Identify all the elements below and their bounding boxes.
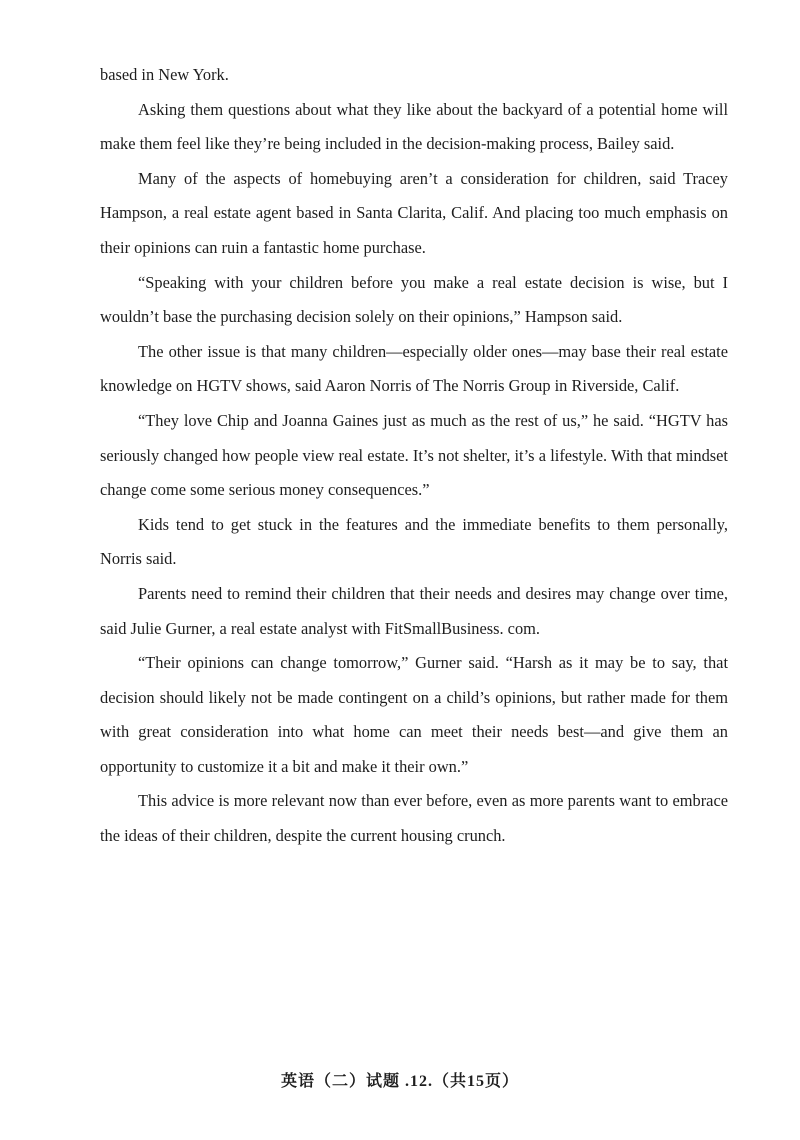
paragraph-continuation: based in New York.: [100, 65, 229, 84]
paragraph: Many of the aspects of homebuying aren’t a consideration for children, said Tracey Hampson, a real estate agent based in Santa Clarita, Calif. And placing too much emphasis on their opinions can ruin a fantastic home purchase.: [100, 168, 728, 257]
paragraph: “Their opinions can change tomorrow,” Gurner said. “Harsh as it may be to say, that decision should likely not be made contingent on a child’s opinions, but rather made for them with great consideration into what home can meet their needs best—and give them an opportunity to customize it a bit and make it their own.”: [100, 653, 728, 776]
paragraph: Kids tend to get stuck in the features and the immediate benefits to them personally, Norris said.: [100, 514, 728, 569]
paragraph: The other issue is that many children—especially older ones—may base their real estate knowledge on HGTV shows, said Aaron Norris of The Norris Group in Riverside, Calif.: [100, 341, 728, 396]
paragraph: Asking them questions about what they like about the backyard of a potential home will make them feel like they’re being included in the decision-making process, Bailey said.: [100, 99, 728, 154]
paragraph: Parents need to remind their children that their needs and desires may change over time, said Julie Gurner, a real estate analyst with FitSmallBusiness. com.: [100, 583, 728, 638]
page-footer: 英语（二）试题 .12.（共15页）: [280, 1073, 519, 1090]
paragraph: This advice is more relevant now than ever before, even as more parents want to embrace the ideas of their children, despite the current housing crunch.: [100, 791, 728, 846]
paragraph: “Speaking with your children before you make a real estate decision is wise, but I wouldn’t base the purchasing decision solely on their opinions,” Hampson said.: [100, 272, 728, 327]
paragraph: “They love Chip and Joanna Gaines just as much as the rest of us,” he said. “HGTV has seriously changed how people view real estate. It’s not shelter, it’s a lifestyle. With that mindset change come some serious money consequences.”: [100, 410, 728, 500]
document-body: [100, 58, 728, 854]
